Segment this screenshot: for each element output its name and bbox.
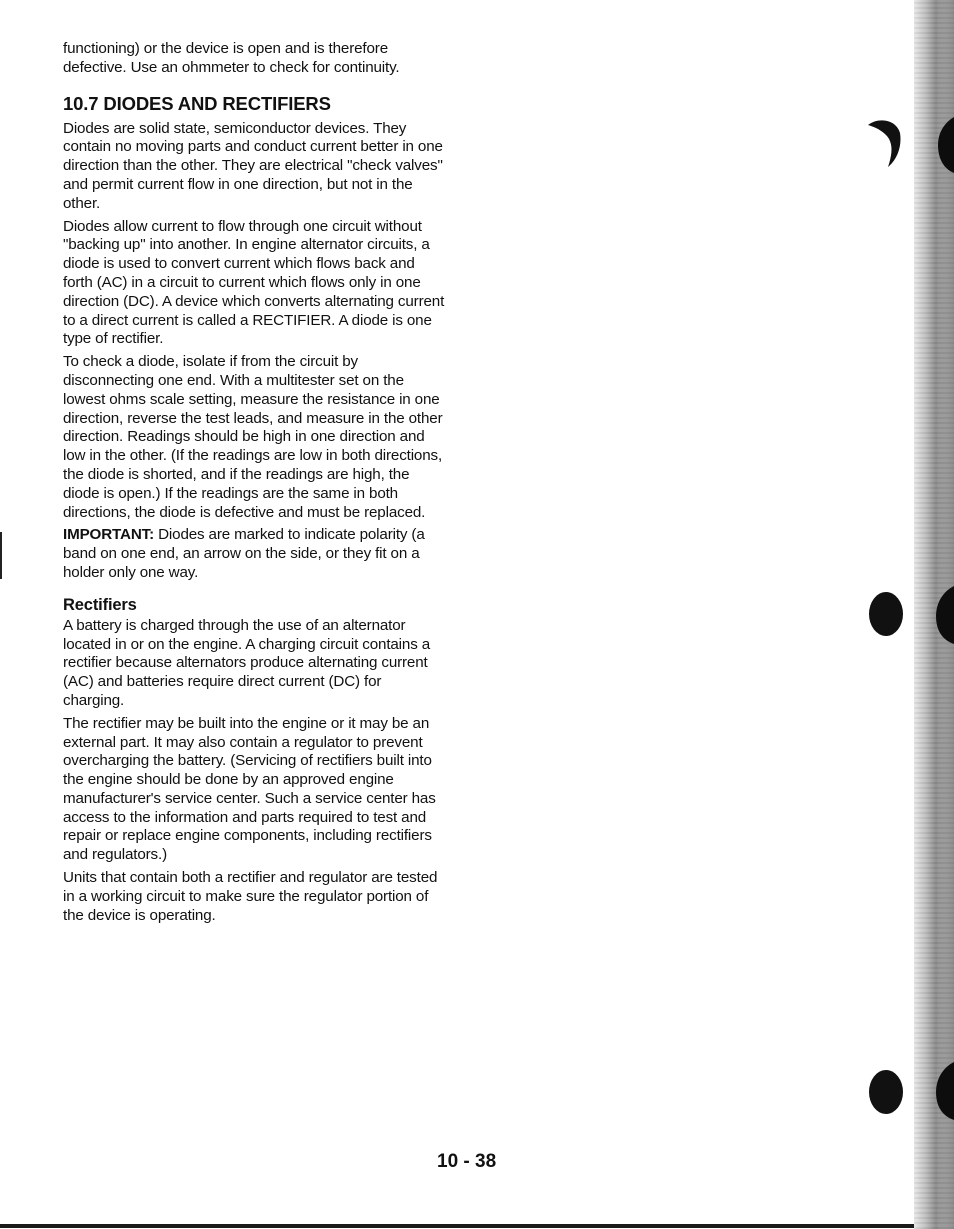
subsection-paragraph-2: The rectifier may be built into the engine or it may be an external part. It may also contain a regulator to prevent overcharging the battery. (Servicing of rectifiers built into the engine should be done by an approved engine manufacturer's service center. Such a service center has access to the information and parts required to test and repair or replace engine components, including rectifiers and regulators.) — [63, 714, 436, 864]
subsection-paragraph-3: Units that contain both a rectifier and regulator are tested in a working circuit to make sure the regulator portion of the device is operating. — [63, 869, 438, 924]
left-margin-mark — [0, 532, 2, 579]
bottom-edge-rule — [0, 1224, 930, 1228]
punch-hole-bottom — [866, 1060, 954, 1122]
important-text: Diodes are marked to indicate polarity (a band on one end, an arrow on the side, or they fit on a holder only one way. — [63, 526, 425, 581]
subsection-heading: Rectifiers — [63, 595, 137, 614]
text-column — [63, 40, 445, 929]
section-heading: 10.7 DIODES AND RECTIFIERS — [63, 92, 331, 114]
important-note — [63, 526, 445, 582]
important-label: IMPORTANT: — [63, 526, 155, 544]
punch-hole-middle — [866, 584, 954, 646]
section-paragraph-1: Diodes are solid state, semiconductor devices. They contain no moving parts and conduct current better in one direction than the other. They are electrical "check valves" and permit current flow in one direction, but not in the other. — [63, 119, 443, 212]
section-paragraph-3: To check a diode, isolate if from the circuit by disconnecting one end. With a multitester set on the lowest ohms scale setting, measure the resistance in one direction, reverse the test leads, and measure in the other direction. Readings should be high in one direction and low in the other. (If the readings are low in both directions, the diode is shorted, and if the readings are high, the diode is open.) If the readings are the same in both directions, the diode is defective and must be replaced. — [63, 353, 443, 521]
punch-hole-top — [866, 115, 954, 175]
intro-paragraph: functioning) or the device is open and is therefore defective. Use an ohmmeter to check for continuity. — [63, 40, 400, 76]
subsection-paragraph-1: A battery is charged through the use of an alternator located in or on the engine. A charging circuit contains a rectifier because alternators produce alternating current (AC) and batteries require direct current (DC) for charging. — [63, 616, 431, 709]
section-paragraph-2: Diodes allow current to flow through one circuit without "backing up" into another. In engine alternator circuits, a diode is used to convert current which flows back and forth (AC) in a circuit to current which flows only in one direction (DC). A device which converts alternating current to a direct current is called a RECTIFIER. A diode is one type of rectifier. — [63, 217, 445, 348]
page-number: 10 - 38 — [437, 1151, 497, 1172]
